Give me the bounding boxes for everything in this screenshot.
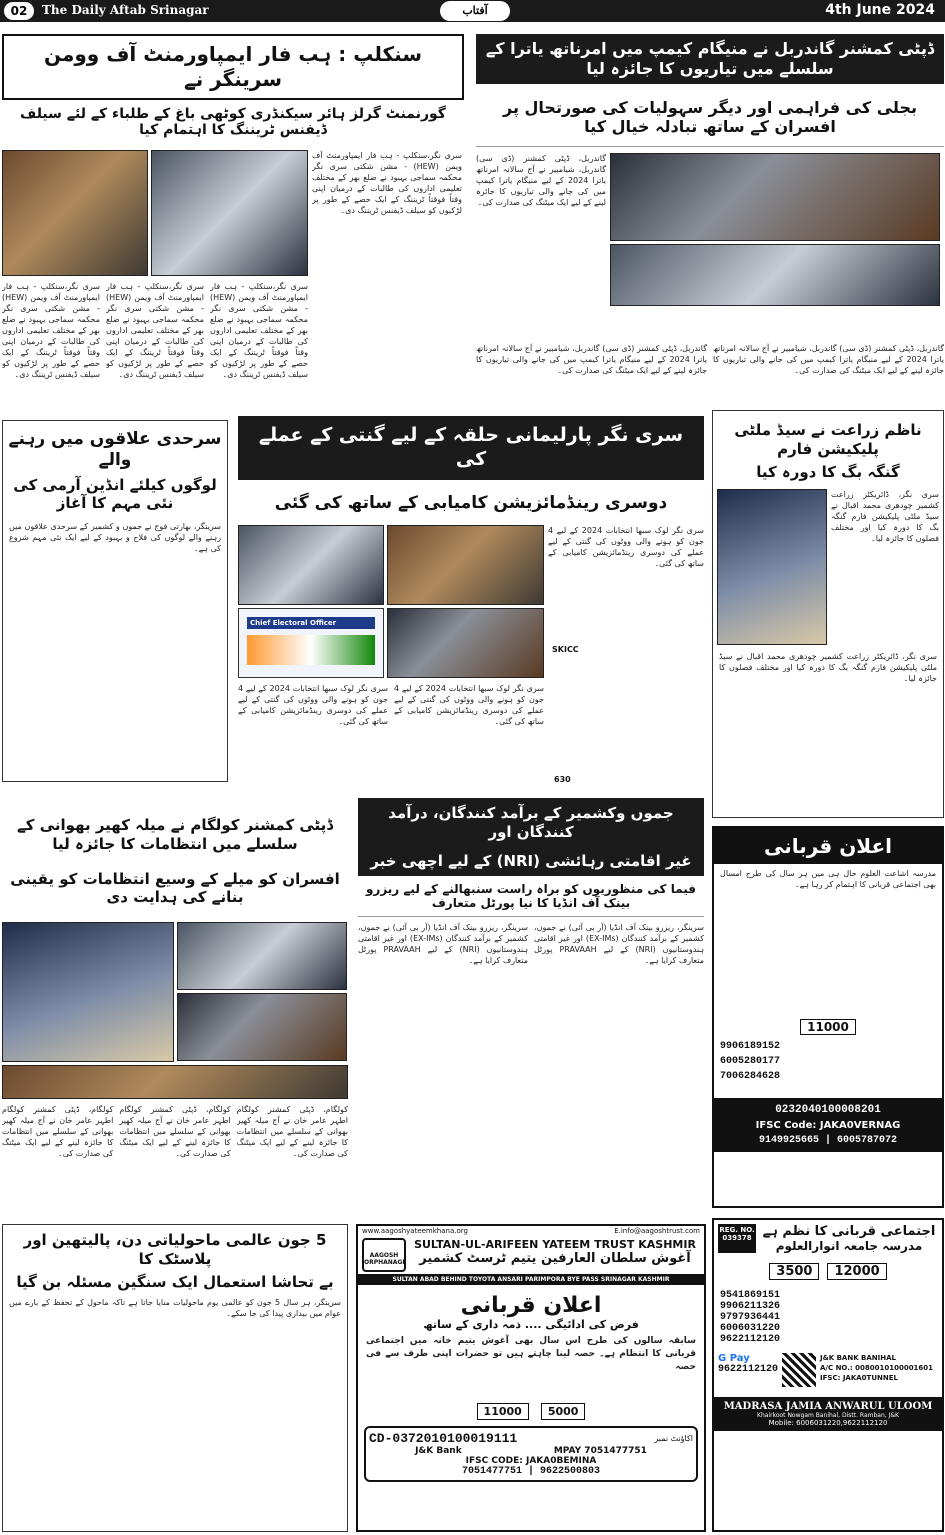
story-body: سری نگر، ڈائریکٹر زراعت کشمیر چودھری محمد اقبال نے سیڈ ملٹی پلیکیشن فارم گنگہ بگ کا دورہ کیا اور مختلف فصلوں کا جائزہ لیا۔: [831, 490, 939, 544]
ad-logo: AAGOSH ORPHANAGE: [362, 1238, 406, 1272]
news-photo: [387, 525, 544, 605]
ad-email: E.info@aagoshtrust.com: [614, 1227, 700, 1235]
story-subtitle: بے تحاشا استعمال ایک سنگین مسئلہ بن گیا: [16, 1272, 334, 1291]
story-body: سری نگر،سنکلپ - ہب فار ایمپاورمنٹ آف ویمن (HEW) - مشن شکتی سری نگر محکمہ سماجی بہبود نے ضلع بھر کے مختلف تعلیمی اداروں کی طالبات کے درمیان اپنی وقتاً فوقتاً ٹریننگ کے ایک حصے کے طور پر لڑکیوں کو سیلف ڈیفنس ٹریننگ دی۔: [106, 282, 204, 379]
news-photo: [2, 1065, 348, 1099]
ad-body: سابقہ سالوں کی طرح اس سال بھی آغوش یتیم خانہ میں اجتماعی قربانی کا انتظام ہے۔ حصہ لینا چاہتے ہیں تو حضرات اپنی طرف سے فی حصہ: [366, 1336, 696, 1372]
ad-contact: 9149925665 | 6005787072: [758, 1135, 898, 1146]
ad-account-label: اکاؤنٹ نمبر: [654, 1434, 693, 1443]
ad-phone: 9906211326: [720, 1301, 781, 1312]
story-body: کولگام، ڈپٹی کمشنر کولگام اطہر عامر خان نے آج میلہ کھیر بھوانی کے سلسلے میں انتظامات کا جائزہ لینے کے لیے ایک میٹنگ کی صدارت کی۔: [2, 1104, 114, 1158]
ad-phone: 7006284628: [720, 1071, 781, 1082]
news-photo: [151, 150, 308, 276]
ad-name-urdu: مدرسہ جامعہ انوارالعلوم: [775, 1239, 923, 1253]
story-title: سری نگر پارلیمانی حلقہ کے لیے گنتی کے عملے کی: [238, 416, 704, 480]
story-title: سرحدی علاقوں میں رہنے والے: [8, 429, 222, 471]
page-number: 02: [4, 2, 34, 20]
story-body: گاندربل، ڈپٹی کمشنر (ڈی سی) گاندربل، شیامبیر نے آج سالانہ امرناتھ یاترا 2024 کے لیے منیگام یاترا کیمپ میں کی جانے والی تیاریوں کا جائزہ لینے کے لیے ایک میٹنگ کی صدارت کی۔: [713, 344, 944, 375]
ad-mobile: Mobile: 6006031220,9622112120: [768, 1419, 888, 1427]
ad-title: اعلان قربانی: [714, 828, 942, 864]
ad-title: اعلان قربانی: [460, 1293, 602, 1318]
ad-body: مدرسہ اشاعت العلوم حال ہی میں ہر سال کی طرح امسال بھی اجتماعی قربانی کا اہتمام کر رہا ہے۔: [720, 869, 936, 889]
story-body: سری نگر، ڈائریکٹر زراعت کشمیر چودھری محمد اقبال نے سیڈ ملٹی پلیکیشن فارم گنگہ بگ کا دورہ کیا اور مختلف فصلوں کا جائزہ لیا۔: [719, 652, 937, 684]
story-body: سرینگر، ہر سال 5 جون کو عالمی یوم ماحولیات منایا جاتا ہے تاکہ ماحول کے تحفظ کے بارے میں عوام میں بیداری پیدا کی جا سکے۔: [9, 1298, 341, 1319]
story-army: [2, 420, 228, 782]
story-kulgam: [2, 812, 348, 1212]
story-body: سری نگر،سنکلپ - ہب فار ایمپاورمنٹ آف ویمن (HEW) - مشن شکتی سری نگر محکمہ سماجی بہبود نے ضلع بھر کے مختلف تعلیمی اداروں کی طالبات کے درمیان اپنی وقتاً فوقتاً ٹریننگ کے ایک حصے کے طور پر لڑکیوں کو سیلف ڈیفنس ٹریننگ دی۔: [312, 151, 462, 215]
masthead-bar: [0, 0, 945, 22]
issue-date: 4th June 2024: [825, 2, 935, 18]
story-environment: [2, 1224, 348, 1532]
story-title: ناظم زراعت نے سیڈ ملٹی پلیکیشن فارم: [734, 421, 922, 458]
ad-ifsc: IFSC: JAKA0TUNNEL: [820, 1374, 898, 1382]
story-subtitle-2: فیما کی منظوریوں کو براہ راست سنبھالنے کے لیے ریزرو بینک آف انڈیا کا نیا پورٹل متعارف: [358, 876, 704, 917]
story-body: سری نگر لوک سبھا انتخابات 2024 کے لیے 4 جون کو ہونے والی ووٹوں کی گنتی کے لیے عملے کی دوسری رینڈمائزیشن کامیابی کے ساتھ کی گئی۔: [394, 683, 544, 726]
ad-address: SULTAN ABAD BEHIND TOYOTA ANSARI PARIMPORA BYE PASS SRINAGAR KASHMIR: [358, 1274, 704, 1285]
ad-account: 0232040100008201: [775, 1104, 881, 1116]
story-subtitle: غیر اقامتی رہائشی (NRI) کے لیے اچھی خبر: [370, 851, 692, 870]
news-photo: [2, 150, 148, 276]
ad-mpay: MPAY 7051477751: [553, 1446, 647, 1456]
ad-website: www.aagoshyateemkhana.org: [362, 1227, 468, 1235]
ad-phone: 9797936441: [720, 1312, 781, 1323]
story-randomization: [238, 416, 704, 788]
story-body: سری نگر،سنکلپ - ہب فار ایمپاورمنٹ آف ویمن (HEW) - مشن شکتی سری نگر محکمہ سماجی بہبود نے ضلع بھر کے مختلف تعلیمی اداروں کی طالبات کے درمیان اپنی وقتاً فوقتاً ٹریننگ کے ایک حصے کے طور پر لڑکیوں کو سیلف ڈیفنس ٹریننگ دی۔: [2, 282, 100, 379]
ad-account-number: CD-0372010100019111: [369, 1431, 518, 1446]
story-body: گاندربل، ڈپٹی کمشنر (ڈی سی) گاندربل، شیامبیر نے آج سالانہ امرناتھ یاترا 2024 کے لیے منیگام یاترا کیمپ میں کی جانے والی تیاریوں کا جائزہ لینے کے لیے ایک میٹنگ کی صدارت کی۔: [476, 154, 606, 207]
story-title: سنکلپ : ہب فار ایمپاورمنٹ آف وومن سرینگر نے: [2, 34, 464, 100]
news-photo: [387, 608, 544, 678]
ad-bank: J&K Bank: [415, 1446, 462, 1456]
ad-name-english: MADRASA JAMIA ANWARUL ULOOM: [723, 1401, 933, 1412]
story-title: ڈپٹی کمشنر کولگام نے میلہ کھیر بھوانی کے سلسلے میں انتظامات کا جائزہ لیا: [17, 816, 333, 853]
ad-price-share: 3500: [769, 1263, 819, 1280]
story-subtitle: افسران کو میلے کے وسیع انتظامات کو یقینی بنانے کی ہدایت دی: [10, 869, 340, 906]
story-body: کولگام، ڈپٹی کمشنر کولگام اطہر عامر خان نے آج میلہ کھیر بھوانی کے سلسلے میں انتظامات کا جائزہ لینے کے لیے ایک میٹنگ کی صدارت کی۔: [236, 1104, 348, 1158]
ad-reg-label: REG. NO.: [719, 1226, 755, 1234]
news-photo: [610, 244, 940, 306]
story-title: 5 جون عالمی ماحولیاتی دن، پالیتھین اور پلاسٹک کا: [23, 1231, 327, 1268]
news-photo: [2, 922, 174, 1062]
screen-caption: Chief Electoral Officer: [247, 617, 375, 629]
ad-phone: 9541869151: [720, 1290, 781, 1301]
qr-code-icon: [782, 1353, 816, 1387]
story-subtitle: گنگہ بگ کا دورہ کیا: [756, 462, 900, 481]
ad-phone: 9906189152: [720, 1041, 781, 1052]
ad-title: اجتماعی قربانی کا نظم ہے: [762, 1224, 936, 1239]
ad-account: A/C NO.: 0080010100001601: [820, 1364, 934, 1372]
news-photo: [177, 993, 347, 1061]
ad-name-english: SULTAN-UL-ARIFEEN YATEEM TRUST KASHMIR: [414, 1238, 696, 1251]
ad-price-share: 5000: [541, 1403, 586, 1420]
ad-price: 11000: [800, 1019, 856, 1035]
news-photo: [610, 153, 940, 241]
ad-phone: 6005280177: [720, 1056, 781, 1067]
story-subtitle: لوگوں کیلئے انڈین آرمی کی نئی مہم کا آغاز: [13, 475, 217, 513]
screen-photo: [238, 608, 384, 678]
gpay-icon: G Pay: [718, 1353, 750, 1364]
ad-qurbani: [712, 826, 944, 1208]
venue-code: SKICC: [552, 644, 579, 654]
story-ganderbal: [476, 34, 944, 408]
paper-logo: آفتاب: [440, 1, 510, 21]
story-subtitle: گورنمنٹ گرلز ہائر سیکنڈری کوٹھی باغ کے طلباء کے لئے سیلف ڈیفنس ٹریننگ کا اہتمام کیا: [20, 106, 446, 138]
story-agriculture: [712, 410, 944, 818]
paper-name: The Daily Aftab Srinagar: [42, 3, 209, 17]
story-subtitle: بجلی کی فراہمی اور دیگر سہولیات کی صورتحال پر افسران کے ساتھ تبادلہ خیال کیا: [476, 84, 944, 147]
story-title: جموں وکشمیر کے برآمد کنندگان، درآمد کنندگان اور: [388, 804, 674, 841]
ad-phone: 6006031220: [720, 1323, 781, 1334]
story-body: سرینگر، ریزرو بینک آف انڈیا (آر بی آئی) نے جموں، کشمیر کے برآمد کنندگان (EX-IMs) اور غیر اقامتی ہندوستانیوں (NRI) کے لیے PRAVAAH پورٹل متعارف کرایا ہے۔: [534, 923, 704, 966]
ad-gpay-number: 9622112120: [718, 1364, 779, 1375]
ad-madrasa: [712, 1218, 944, 1532]
ad-bank-name: J&K BANK BANIHAL: [820, 1354, 897, 1362]
story-body: کولگام، ڈپٹی کمشنر کولگام اطہر عامر خان نے آج میلہ کھیر بھوانی کے سلسلے میں انتظامات کا جائزہ لینے کے لیے ایک میٹنگ کی صدارت کی۔: [119, 1104, 231, 1158]
news-photo: [177, 922, 347, 990]
news-photo: [238, 525, 384, 605]
ad-phones: 7051477751 | 9622500803: [461, 1466, 601, 1477]
story-title: ڈپٹی کمشنر گاندربل نے منیگام کیمپ میں امرناتھ یاترا کے سلسلے میں تیاریوں کا جائزہ لیا: [476, 34, 944, 84]
ad-tagline: فرض کی ادائیگی .... ذمہ داری کے ساتھ: [423, 1318, 639, 1331]
story-rbi: [358, 798, 704, 1218]
ad-ifsc: IFSC Code: JAKA0VERNAG: [755, 1120, 901, 1131]
ad-name-urdu: آغوش سلطان العارفین یتیم ٹرسٹ کشمیر: [419, 1251, 691, 1266]
story-body: گاندربل، ڈپٹی کمشنر (ڈی سی) گاندربل، شیامبیر نے آج سالانہ امرناتھ یاترا 2024 کے لیے منیگام یاترا کیمپ میں کی جانے والی تیاریوں کا جائزہ لینے کے لیے ایک میٹنگ کی صدارت کی۔: [476, 344, 707, 375]
story-body: سرینگر، بھارتی فوج نے جموں و کشمیر کے سرحدی علاقوں میں رہنے والے لوگوں کی فلاح و بہبود کے لیے ایک نئی مہم شروع کی ہے۔: [9, 522, 221, 553]
story-body: سری نگر،سنکلپ - ہب فار ایمپاورمنٹ آف ویمن (HEW) - مشن شکتی سری نگر محکمہ سماجی بہبود نے ضلع بھر کے مختلف تعلیمی اداروں کی طالبات کے درمیان اپنی وقتاً فوقتاً ٹریننگ کے ایک حصے کے طور پر لڑکیوں کو سیلف ڈیفنس ٹریننگ دی۔: [210, 282, 308, 379]
ad-reg-number: 039378: [722, 1234, 752, 1242]
story-body: سری نگر لوک سبھا انتخابات 2024 کے لیے 4 جون کو ہونے والی ووٹوں کی گنتی کے لیے عملے کی دوسری رینڈمائزیشن کامیابی کے ساتھ کی گئی۔: [548, 525, 704, 568]
ad-orphanage: [356, 1224, 706, 1532]
story-subtitle: دوسری رینڈمائزیشن کامیابی کے ساتھ کی گئی: [274, 492, 668, 513]
ad-price-full: 12000: [827, 1263, 886, 1280]
ad-phone: 9622112120: [720, 1334, 781, 1345]
flag-banner: [247, 635, 375, 665]
ad-price-full: 11000: [477, 1403, 529, 1420]
portrait-photo: [717, 489, 827, 645]
story-sankalp: [2, 34, 464, 408]
story-body: سری نگر لوک سبھا انتخابات 2024 کے لیے 4 جون کو ہونے والی ووٹوں کی گنتی کے لیے عملے کی دوسری رینڈمائزیشن کامیابی کے ساتھ کی گئی۔: [238, 683, 388, 726]
ad-ifsc: IFSC CODE: JAKA0BEMINA: [465, 1456, 597, 1466]
staff-count: 630: [554, 774, 571, 784]
story-body: سرینگر، ریزرو بینک آف انڈیا (آر بی آئی) نے جموں، کشمیر کے برآمد کنندگان (EX-IMs) اور غیر اقامتی ہندوستانیوں (NRI) کے لیے PRAVAAH پورٹل متعارف کرایا ہے۔: [358, 923, 528, 966]
ad-address: Khairkoot Nowgam Banihal, Distt. Ramban, J&K: [757, 1412, 899, 1419]
